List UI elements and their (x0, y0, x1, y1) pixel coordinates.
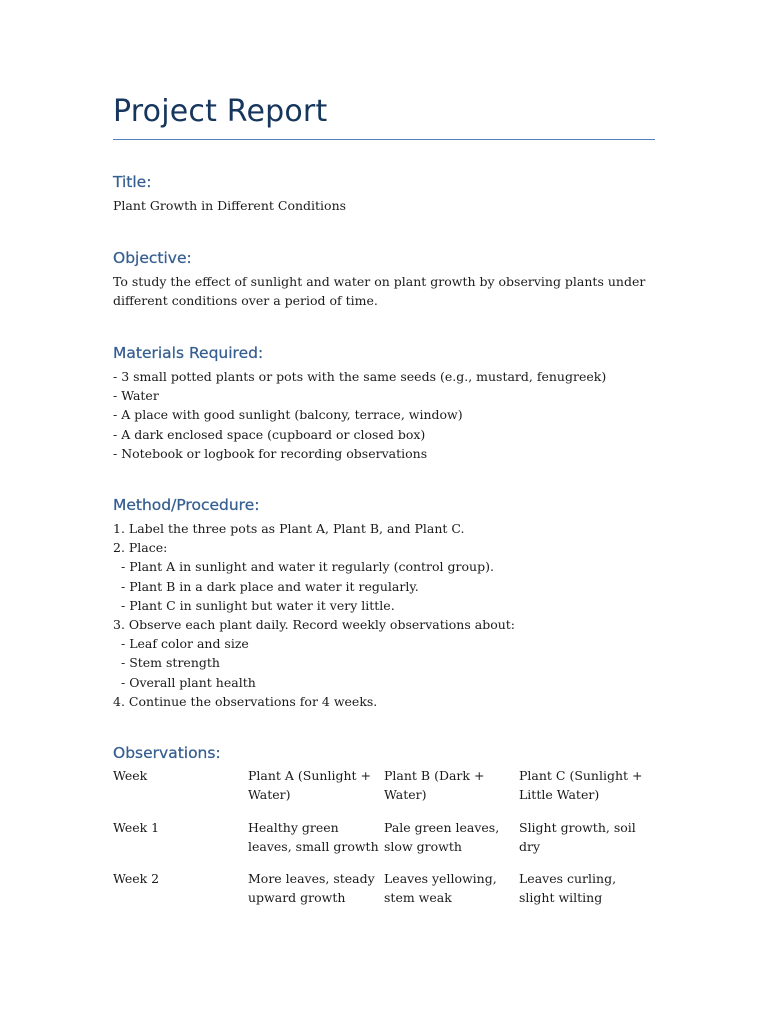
list-item: - A place with good sunlight (balcony, terrace, window) (113, 407, 463, 423)
objective-line: To study the effect of sunlight and water on plant growth by observing plants under (113, 274, 646, 289)
cell-line: Week (113, 768, 148, 783)
cell-line: Healthy green (248, 820, 339, 835)
table-cell (113, 818, 243, 837)
table-cell (384, 818, 514, 856)
table-cell (384, 869, 514, 907)
section-materials (113, 343, 655, 463)
section-heading-materials: Materials Required: (113, 344, 264, 362)
cell-line: Leaves curling, (519, 871, 617, 886)
objective-text (113, 272, 655, 310)
table-header-cell (384, 766, 514, 804)
method-substep: - Plant B in a dark place and water it regularly. (121, 578, 419, 594)
materials-list (113, 367, 655, 463)
method-step: 4. Continue the observations for 4 weeks. (113, 693, 378, 709)
method-substep: - Overall plant health (121, 674, 256, 690)
cell-line: Little Water) (519, 787, 600, 803)
section-observations (113, 743, 655, 763)
method-step: 1. Label the three pots as Plant A, Plant B, and Plant C. (113, 521, 465, 536)
cell-line: Week 1 (113, 820, 160, 835)
method-steps (113, 519, 655, 711)
cell-line: upward growth (248, 890, 346, 906)
method-substep: - Plant C in sunlight but water it very little. (121, 597, 395, 613)
cell-line: Plant B (Dark + (384, 768, 485, 783)
cell-line: More leaves, steady (248, 871, 375, 886)
cell-line: leaves, small growth (248, 839, 379, 855)
method-substep: - Stem strength (121, 655, 220, 671)
project-title-text: Plant Growth in Different Conditions (113, 198, 347, 213)
table-cell (248, 818, 378, 856)
cell-line: slow growth (384, 839, 462, 855)
cell-line: Week 2 (113, 871, 160, 886)
objective-line: different conditions over a period of time. (113, 293, 378, 309)
cell-line: stem weak (384, 890, 452, 906)
table-cell (248, 869, 378, 907)
table-cell (519, 869, 649, 907)
method-step: 3. Observe each plant daily. Record weekly observations about: (113, 617, 516, 633)
cell-line: dry (519, 839, 541, 855)
list-item: - 3 small potted plants or pots with the same seeds (e.g., mustard, fenugreek) (113, 369, 607, 384)
section-heading-objective: Objective: (113, 249, 192, 267)
table-cell (113, 869, 243, 888)
section-method (113, 495, 655, 711)
cell-line: Plant A (Sunlight + (248, 768, 371, 783)
section-title (113, 172, 655, 215)
cell-line: slight wilting (519, 890, 603, 906)
list-item: - Water (113, 388, 159, 404)
method-substep: - Plant A in sunlight and water it regularly (control group). (121, 559, 494, 575)
method-substep: - Leaf color and size (121, 636, 249, 652)
cell-line: Slight growth, soil (519, 820, 636, 835)
method-step: 2. Place: (113, 540, 168, 556)
title-divider (113, 139, 655, 140)
cell-line: Leaves yellowing, (384, 871, 497, 886)
section-heading-title: Title: (113, 173, 152, 191)
cell-line: Pale green leaves, (384, 820, 500, 835)
cell-line: Water) (248, 787, 291, 803)
list-item: - A dark enclosed space (cupboard or closed box) (113, 426, 426, 442)
section-heading-method: Method/Procedure: (113, 496, 260, 514)
cell-line: Water) (384, 787, 427, 803)
page-title: Project Report (113, 94, 328, 129)
table-header-cell (113, 766, 243, 785)
table-cell (519, 818, 649, 856)
cell-line: Plant C (Sunlight + (519, 768, 643, 783)
table-header-cell (519, 766, 649, 804)
section-heading-observations: Observations: (113, 744, 221, 762)
list-item: - Notebook or logbook for recording observations (113, 445, 428, 461)
table-header-cell (248, 766, 378, 804)
section-objective (113, 248, 655, 310)
